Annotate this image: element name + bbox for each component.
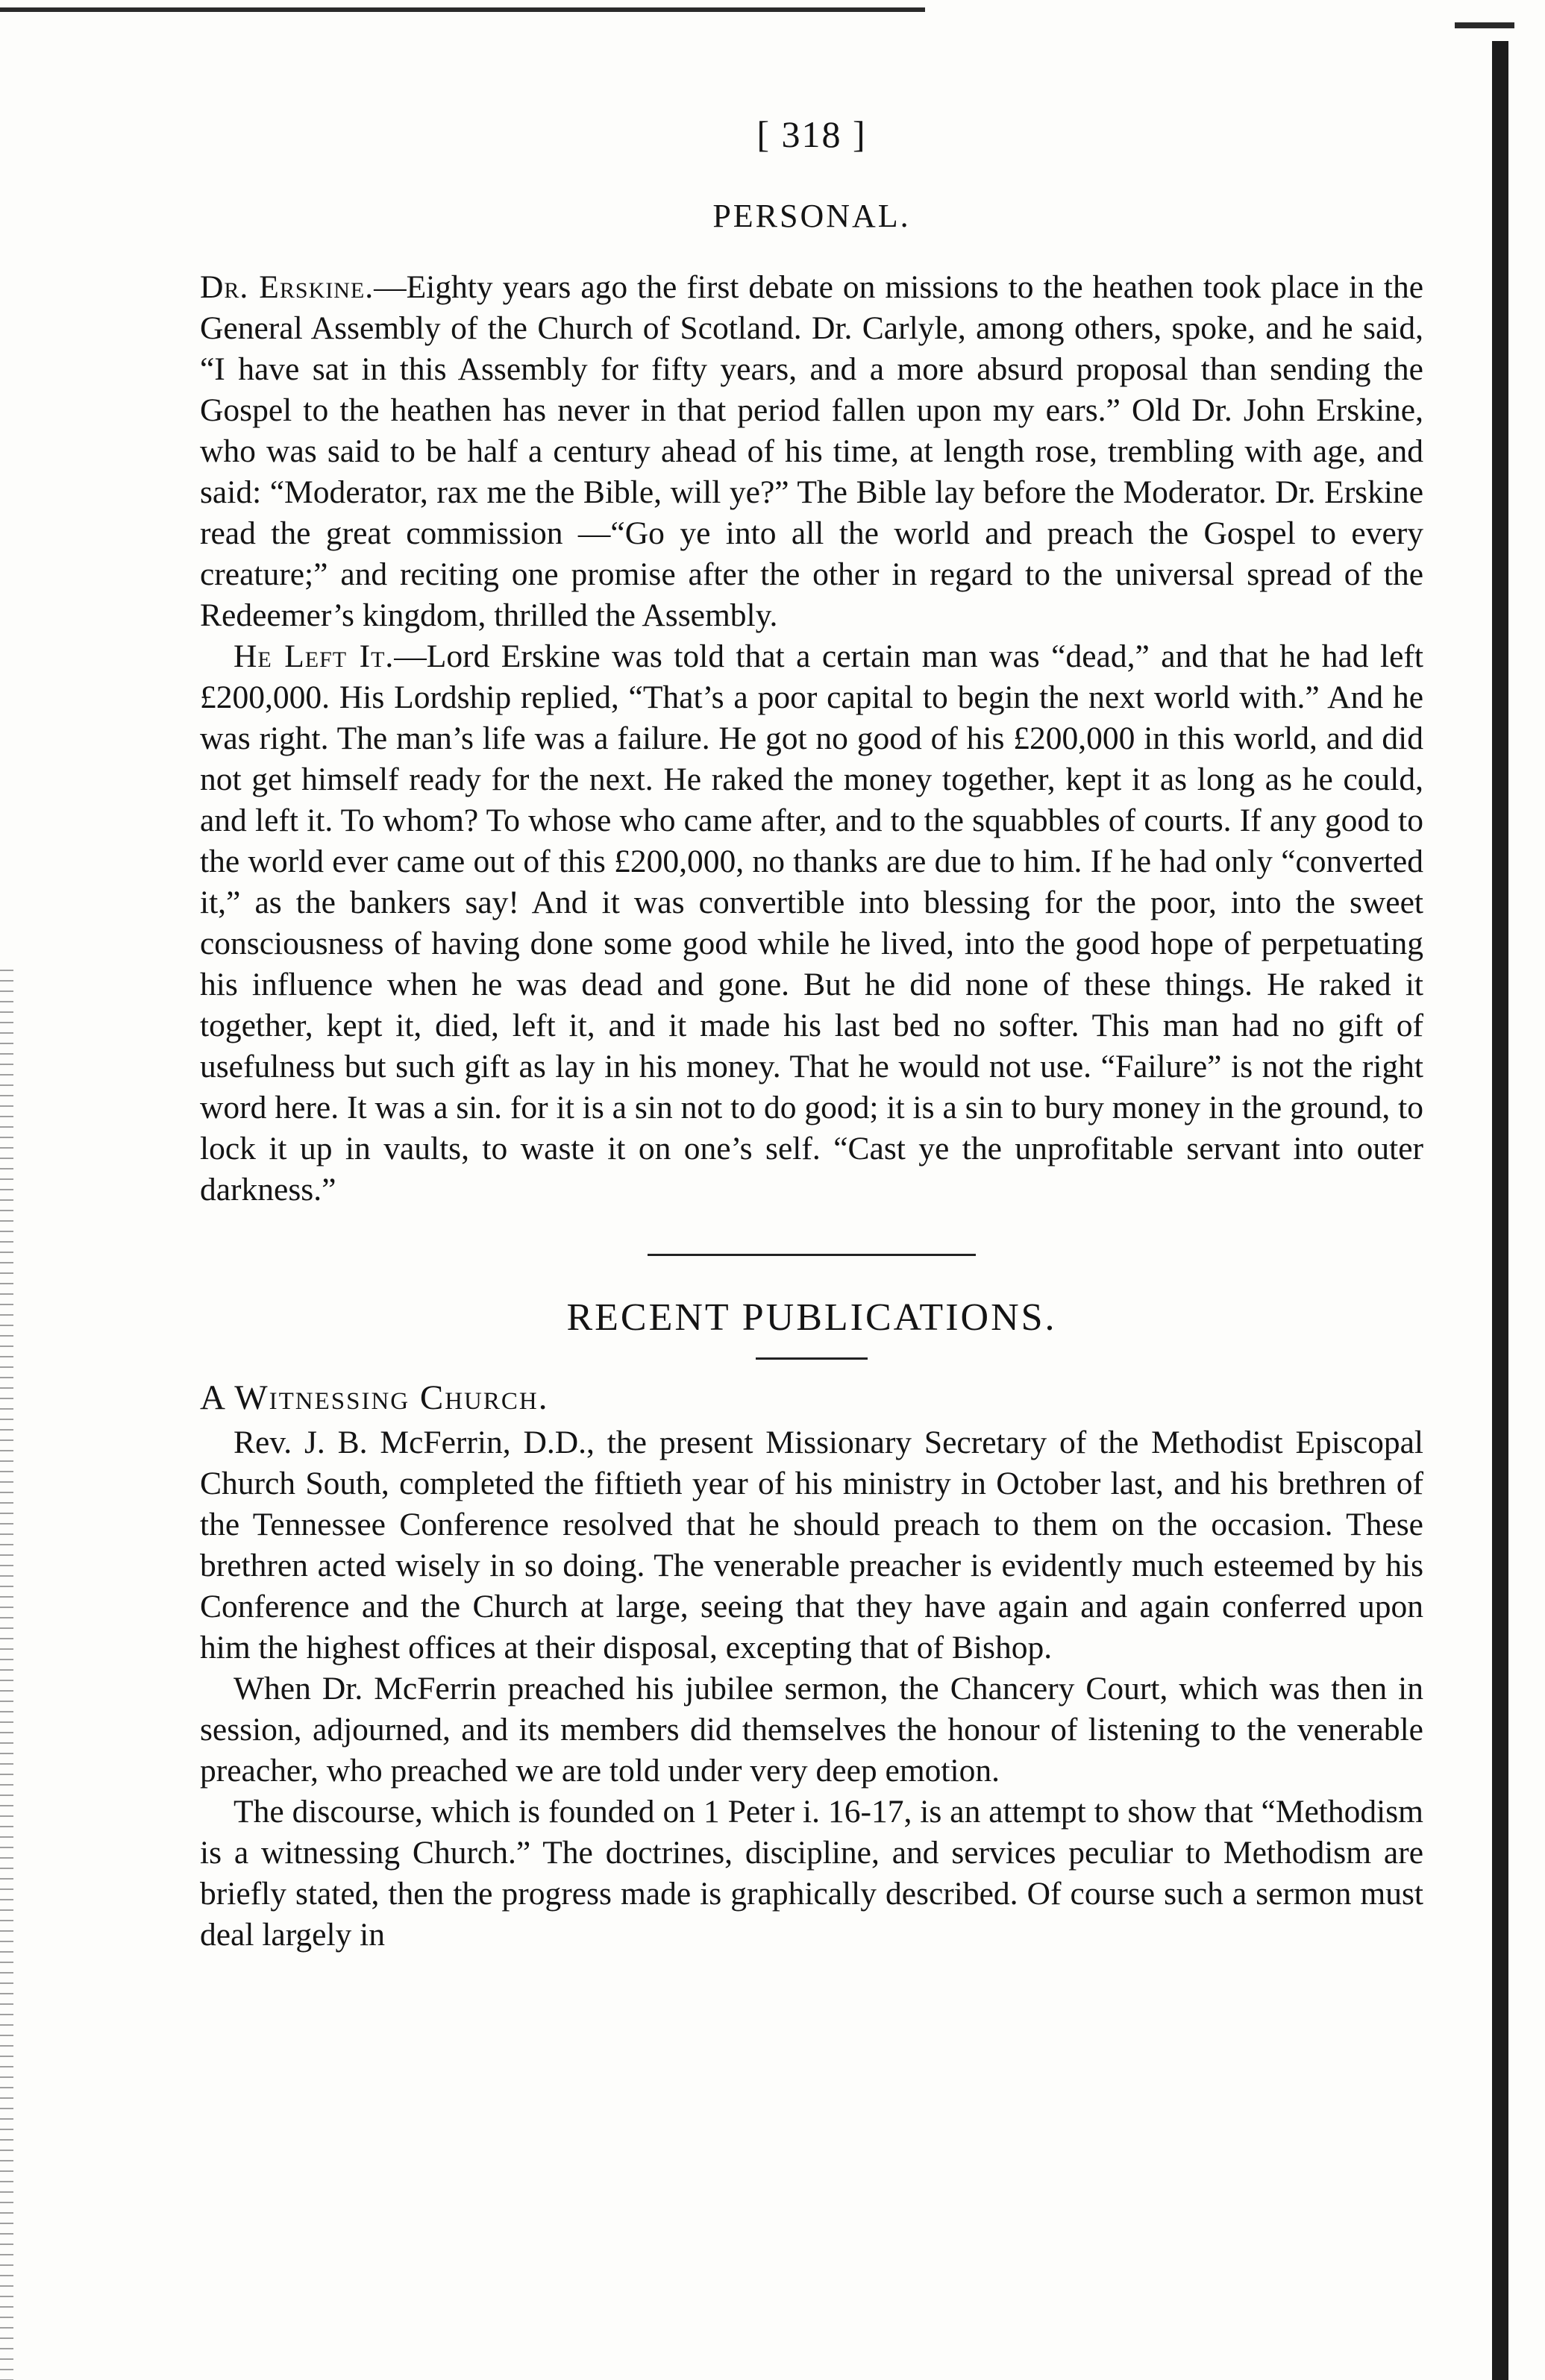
paragraph-text: —Lord Erskine was told that a certain man was “dead,” and that he had left £200,000. His Lordship replied, “That’s a poor capital to begin the next world with.” And he was right. The man’s life was a failure. He got no good of his £200,000 in this world, and did not get himself ready for the next. He raked the money together, kept it as long as he could, and left it. To whom? To whose who came after, and to the squabbles of courts. If any good to the world ever came out of this £200,000, no thanks are due to him. If he had only “converted it,” as the bankers say! And it was convertible into blessing for the poor, into the sweet consciousness of having done some good while he lived, into the good hope of perpetuating his influence when he was dead and gone. But he did none of these things. He raked it together, kept it, died, left it, and it made his last bed no softer. This man had no gift of usefulness but such gift as lay in his money. That he would not use. “Failure” is not the right word here. It was a sin. for it is a sin not to do good; it is a sin to bury money in the ground, to lock it up in vaults, to waste it on one’s self. “Cast ye the unprofitable servant into outer darkness.” — [200, 638, 1423, 1208]
binding-edge-bar — [1492, 41, 1508, 2380]
top-border-rule — [0, 7, 925, 12]
document-page — [200, 112, 1423, 1956]
personal-heading: PERSONAL. — [712, 198, 911, 234]
binding-edge-cap — [1455, 22, 1514, 28]
publication-paragraph: The discourse, which is founded on 1 Peter i. 16-17, is an attempt to show that “Methodism is a witnessing Church.” The doctrines, discipline, and services peculiar to Methodism are briefly stated, then the progress made is graphically described. Of course such a sermon must deal largely in — [200, 1794, 1423, 1953]
publication-paragraph: Rev. J. B. McFerrin, D.D., the present Missionary Secretary of the Methodist Episcopal Church South, completed the fiftieth year of his ministry in October last, and his brethren of the Tennessee Conference resolved that he should preach to them on the occasion. These brethren acted wisely in so doing. The venerable preacher is evidently much esteemed by his Conference and the Church at large, seeing that they have again and again conferred upon him the highest offices at their disposal, excepting that of Bishop. — [200, 1425, 1423, 1665]
publication-paragraph: When Dr. McFerrin preached his jubilee sermon, the Chancery Court, which was then in session, adjourned, and its members did themselves the honour of listening to the venerable preacher, who preached we are told under very deep emotion. — [200, 1671, 1423, 1789]
recent-publications-heading: RECENT PUBLICATIONS. — [566, 1296, 1057, 1339]
heading-underline — [756, 1357, 868, 1360]
paragraph-lead-in: Dr. Erskine. — [200, 269, 375, 305]
paragraph-lead-in: He Left It. — [234, 638, 395, 674]
personal-section — [200, 195, 1423, 1211]
recent-publications-section — [200, 1295, 1423, 1956]
left-margin-scan-marks — [0, 970, 13, 2380]
page-number: [ 318 ] — [756, 113, 867, 155]
section-divider — [648, 1254, 976, 1256]
personal-paragraph-left-it — [200, 636, 1423, 1211]
paragraph-text: —Eighty years ago the first debate on missions to the heathen took place in the General Assembly of the Church of Scotland. Dr. Carlyle, among others, spoke, and he said, “I have sat in this Assembly for fifty years, and a more absurd proposal than sending the Gospel to the heathen has never in that period fallen upon my ears.” Old Dr. John Erskine, who was said to be half a century ahead of his time, at length rose, trembling with age, and said: “Moderator, rax me the Bible, will ye?” The Bible lay before the Moderator. Dr. Erskine read the great commission —“Go ye into all the world and preach the Gospel to every creature;” and reciting one promise after the other in regard to the universal spread of the Redeemer’s kingdom, thrilled the Assembly. — [200, 269, 1423, 633]
witnessing-church-subheading: A Witnessing Church. — [200, 1378, 549, 1417]
personal-paragraph-erskine — [200, 267, 1423, 636]
